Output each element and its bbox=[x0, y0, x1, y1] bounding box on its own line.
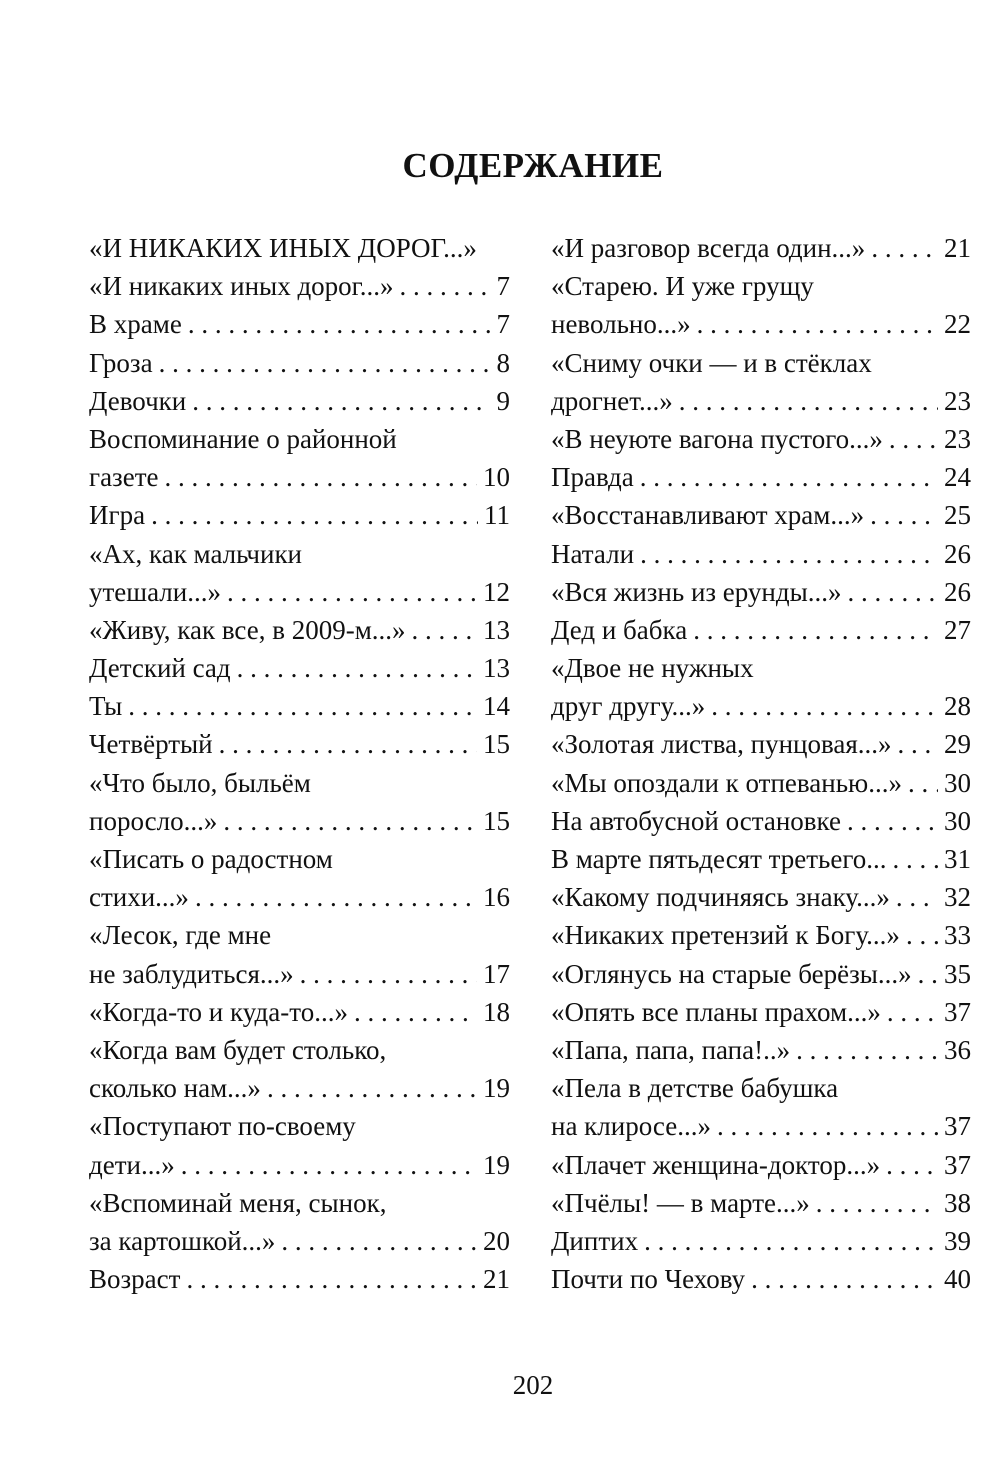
toc-entry bbox=[89, 229, 510, 267]
toc-entry bbox=[551, 687, 971, 725]
toc-entry bbox=[551, 344, 971, 382]
toc-leader-dots bbox=[890, 878, 938, 916]
toc-entry-title: «Что было, быльём bbox=[89, 767, 311, 798]
toc-entry-page: 11 bbox=[484, 500, 510, 531]
toc-leader-dots bbox=[880, 1146, 938, 1184]
toc-entry-title: Гроза bbox=[89, 347, 153, 378]
toc-entry-title: утешали...» bbox=[89, 576, 221, 607]
toc-leader-dots bbox=[294, 955, 477, 993]
toc-entry-title: «Когда вам будет столько, bbox=[89, 1034, 387, 1065]
toc-entry-page: 27 bbox=[944, 614, 971, 645]
toc-entry-title: не заблудиться...» bbox=[89, 958, 294, 989]
toc-entry bbox=[551, 1031, 971, 1069]
toc-entry-title: «Какому подчиняясь знаку...» bbox=[551, 882, 890, 913]
toc-entry bbox=[551, 1222, 971, 1260]
toc-entry-title: «Ах, как мальчики bbox=[89, 538, 303, 569]
toc-entry-page: 19 bbox=[483, 1149, 510, 1180]
toc-entry-page: 21 bbox=[944, 233, 971, 263]
toc-entry-page: 30 bbox=[944, 805, 971, 836]
toc-leader-dots bbox=[887, 840, 938, 878]
toc-leader-dots bbox=[841, 802, 938, 840]
toc-entry-title: Дед и бабка bbox=[551, 614, 688, 645]
toc-entry bbox=[551, 993, 971, 1031]
toc-entry bbox=[551, 955, 971, 993]
toc-entry bbox=[551, 305, 971, 343]
toc-entry-page: 36 bbox=[944, 1034, 971, 1065]
page-title: СОДЕРЖАНИЕ bbox=[402, 146, 664, 185]
toc-entry bbox=[551, 878, 971, 916]
toc-entry-page: 31 bbox=[944, 844, 971, 874]
toc-entry-title: Возраст bbox=[89, 1264, 181, 1295]
toc-entry-page: 20 bbox=[483, 1225, 510, 1256]
toc-entry-page: 21 bbox=[483, 1264, 510, 1295]
toc-leader-dots bbox=[221, 573, 477, 611]
toc-entry bbox=[551, 916, 971, 954]
toc-entry bbox=[551, 725, 971, 763]
toc-entry-title: «И разговор всегда один...» bbox=[551, 233, 866, 263]
toc-leader-dots bbox=[348, 993, 477, 1031]
toc-entry-page: 15 bbox=[483, 805, 510, 836]
toc-leader-dots bbox=[900, 916, 938, 954]
toc-leader-dots bbox=[275, 1222, 477, 1260]
toc-entry-title: «Опять все планы прахом...» bbox=[551, 996, 881, 1027]
toc-entry-page: 16 bbox=[483, 882, 510, 913]
toc-entry-page: 30 bbox=[944, 767, 971, 798]
toc-entry-title: «Мы опоздали к отпеванью...» bbox=[551, 767, 902, 798]
toc-entry bbox=[89, 1222, 510, 1260]
toc-leader-dots bbox=[705, 687, 938, 725]
toc-entry-title: «Папа, папа, папа!..» bbox=[551, 1034, 791, 1065]
toc-entry bbox=[551, 267, 971, 305]
toc-leader-dots bbox=[864, 496, 938, 534]
toc-entry bbox=[551, 1146, 971, 1184]
toc-entry-title: поросло...» bbox=[89, 805, 218, 836]
toc-leader-dots bbox=[217, 802, 477, 840]
toc-leader-dots bbox=[691, 305, 938, 343]
toc-entry bbox=[551, 458, 971, 496]
toc-entry-page: 9 bbox=[496, 385, 510, 416]
toc-leader-dots bbox=[711, 1107, 938, 1145]
toc-entry bbox=[89, 955, 510, 993]
toc-entry bbox=[89, 840, 510, 878]
toc-entry-page: 7 bbox=[496, 309, 510, 340]
toc-entry-title: за картошкой...» bbox=[89, 1225, 276, 1256]
toc-leader-dots bbox=[912, 955, 938, 993]
toc-entry-title: «Лесок, где мне bbox=[89, 920, 272, 951]
toc-entry bbox=[89, 611, 510, 649]
toc-entry-title: стихи...» bbox=[89, 882, 189, 913]
toc-leader-dots bbox=[180, 1260, 477, 1298]
toc-entry bbox=[89, 993, 510, 1031]
toc-entry bbox=[89, 687, 510, 725]
toc-entry bbox=[89, 496, 510, 534]
toc-entry-page: 8 bbox=[496, 347, 510, 378]
toc-leader-dots bbox=[159, 458, 478, 496]
toc-entry-page: 37 bbox=[944, 1149, 971, 1180]
toc-leader-dots bbox=[881, 993, 938, 1031]
toc-entry-title: «В неуюте вагона пустого...» bbox=[551, 423, 883, 454]
toc-entry-title: В храме bbox=[89, 309, 182, 340]
toc-right-column bbox=[551, 229, 971, 1298]
toc-entry-title: Игра bbox=[89, 500, 146, 531]
toc-entry-page: 37 bbox=[944, 1111, 971, 1142]
toc-entry-page: 35 bbox=[944, 958, 971, 989]
toc-entry-title: На автобусной остановке bbox=[551, 805, 841, 836]
toc-entry-title: Диптих bbox=[551, 1225, 639, 1256]
toc-entry bbox=[89, 458, 510, 496]
toc-entry-title: друг другу...» bbox=[551, 691, 706, 722]
toc-leader-dots bbox=[902, 764, 938, 802]
toc-entry-page: 26 bbox=[944, 538, 971, 569]
toc-leader-dots bbox=[883, 420, 938, 458]
toc-entry-page: 13 bbox=[483, 614, 510, 645]
toc-leader-dots bbox=[842, 573, 938, 611]
toc-entry-page: 29 bbox=[944, 729, 971, 760]
toc-entry bbox=[89, 382, 510, 420]
toc-leader-dots bbox=[186, 382, 490, 420]
toc-entry bbox=[551, 840, 971, 878]
toc-entry-page: 39 bbox=[944, 1225, 971, 1256]
toc-entry bbox=[551, 1069, 971, 1107]
toc-leader-dots bbox=[145, 496, 478, 534]
toc-entry-page: 7 bbox=[496, 271, 510, 302]
toc-entry-title: Натали bbox=[551, 538, 635, 569]
toc-entry-title: Ты bbox=[89, 691, 123, 722]
toc-entry-title: сколько нам...» bbox=[89, 1073, 261, 1104]
toc-entry-page: 32 bbox=[944, 882, 971, 913]
toc-entry bbox=[89, 1031, 510, 1069]
toc-entry-title: Правда bbox=[551, 462, 634, 493]
toc-leader-dots bbox=[673, 382, 938, 420]
toc-leader-dots bbox=[810, 1184, 938, 1222]
toc-entry bbox=[551, 764, 971, 802]
toc-entry-page: 23 bbox=[944, 385, 971, 416]
toc-entry-title: дрогнет...» bbox=[551, 385, 673, 416]
toc-entry-title: невольно...» bbox=[551, 309, 691, 340]
toc-leader-dots bbox=[892, 725, 938, 763]
toc-entry bbox=[89, 305, 510, 343]
page-number: 202 bbox=[512, 1370, 554, 1400]
toc-entry bbox=[89, 649, 510, 687]
toc-entry-page: 37 bbox=[944, 996, 971, 1027]
toc-entry-title: «Никаких претензий к Богу...» bbox=[551, 920, 900, 951]
toc-entry-title: «Живу, как все, в 2009-м...» bbox=[89, 614, 406, 645]
toc-entry-page: 25 bbox=[944, 500, 971, 531]
toc-entry-title: «Поступают по-своему bbox=[89, 1111, 356, 1142]
toc-leader-dots bbox=[175, 1146, 477, 1184]
toc-leader-dots bbox=[393, 267, 490, 305]
toc-entry-title: «Сниму очки — и в стёклах bbox=[551, 347, 872, 378]
toc-leader-dots bbox=[261, 1069, 477, 1107]
toc-entry-title: «Золотая листва, пунцовая...» bbox=[551, 729, 892, 760]
toc-entry-title: «Старею. И уже грущу bbox=[551, 271, 814, 302]
toc-entry bbox=[89, 420, 510, 458]
toc-entry-page: 17 bbox=[483, 958, 510, 989]
toc-entry bbox=[551, 1260, 971, 1298]
toc-entry bbox=[89, 1107, 510, 1145]
toc-entry-page: 22 bbox=[944, 309, 971, 340]
toc-leader-dots bbox=[638, 1222, 938, 1260]
toc-entry-title: на клиросе...» bbox=[551, 1111, 711, 1142]
toc-entry-title: газете bbox=[89, 462, 159, 493]
toc-entry-page: 13 bbox=[483, 653, 510, 684]
toc-entry-title: «Оглянусь на старые берёзы...» bbox=[551, 958, 912, 989]
toc-leader-dots bbox=[153, 344, 491, 382]
toc-entry-page: 18 bbox=[483, 996, 510, 1027]
toc-entry bbox=[551, 229, 971, 267]
toc-entry bbox=[89, 725, 510, 763]
toc-entry bbox=[89, 267, 510, 305]
toc-entry-title: «Когда-то и куда-то...» bbox=[89, 996, 348, 1027]
toc-entry bbox=[89, 802, 510, 840]
toc-entry bbox=[89, 1146, 510, 1184]
toc-entry bbox=[89, 1184, 510, 1222]
toc-entry-title: «Двое не нужных bbox=[551, 653, 754, 684]
toc-leader-dots bbox=[745, 1260, 938, 1298]
toc-leader-dots bbox=[406, 611, 477, 649]
toc-leader-dots bbox=[865, 229, 938, 267]
toc-entry-page: 24 bbox=[944, 462, 971, 493]
toc-entry-page: 14 bbox=[483, 691, 510, 722]
toc-entry-title: «Вспоминай меня, сынок, bbox=[89, 1187, 387, 1218]
toc-entry bbox=[551, 496, 971, 534]
toc-leader-dots bbox=[122, 687, 477, 725]
toc-entry bbox=[551, 573, 971, 611]
toc-entry bbox=[551, 382, 971, 420]
toc-entry-title: «И НИКАКИХ ИНЫХ ДОРОГ...» bbox=[89, 233, 477, 263]
toc-entry bbox=[89, 916, 510, 954]
toc-entry-title: «И никаких иных дорог...» bbox=[89, 271, 394, 302]
toc-entry-title: «Пчёлы! — в марте...» bbox=[551, 1187, 810, 1218]
toc-entry-title: Девочки bbox=[89, 385, 187, 416]
toc-entry-title: «Пела в детстве бабушка bbox=[551, 1073, 839, 1104]
toc-entry-page: 28 bbox=[944, 691, 971, 722]
toc-leader-dots bbox=[231, 649, 477, 687]
toc-entry-page: 15 bbox=[483, 729, 510, 760]
toc-entry-title: Детский сад bbox=[89, 653, 231, 684]
toc-entry-title: Воспоминание о районной bbox=[89, 423, 397, 454]
toc-entry bbox=[551, 1184, 971, 1222]
toc-entry-title: «Вся жизнь из ерунды...» bbox=[551, 576, 842, 607]
toc-entry-title: дети...» bbox=[89, 1149, 175, 1180]
toc-entry bbox=[551, 611, 971, 649]
toc-entry bbox=[551, 535, 971, 573]
toc-entry bbox=[551, 1107, 971, 1145]
toc-leader-dots bbox=[189, 878, 477, 916]
toc-left-column bbox=[89, 229, 510, 1298]
toc-entry-page: 10 bbox=[483, 462, 510, 493]
toc-entry bbox=[89, 344, 510, 382]
toc-entry bbox=[551, 420, 971, 458]
toc-entry bbox=[89, 535, 510, 573]
toc-entry-title: В марте пятьдесят третьего... bbox=[551, 844, 887, 874]
toc-entry bbox=[89, 878, 510, 916]
toc-leader-dots bbox=[790, 1031, 938, 1069]
toc-entry-title: «Писать о радостном bbox=[89, 844, 333, 874]
toc-entry-page: 19 bbox=[483, 1073, 510, 1104]
toc-leader-dots bbox=[687, 611, 938, 649]
toc-entry bbox=[89, 764, 510, 802]
toc-entry-page: 33 bbox=[944, 920, 971, 951]
toc-entry-title: «Плачет женщина-доктор...» bbox=[551, 1149, 881, 1180]
toc-entry-title: Четвёртый bbox=[89, 729, 213, 760]
toc-entry-page: 26 bbox=[944, 576, 971, 607]
toc-leader-dots bbox=[634, 458, 938, 496]
toc-entry-title: Почти по Чехову bbox=[551, 1264, 746, 1295]
toc-entry-title: «Восстанавливают храм...» bbox=[551, 500, 865, 531]
toc-entry bbox=[89, 1260, 510, 1298]
toc-leader-dots bbox=[182, 305, 491, 343]
toc-entry-page: 38 bbox=[944, 1187, 971, 1218]
toc-entry-page: 23 bbox=[944, 423, 971, 454]
toc-entry bbox=[551, 649, 971, 687]
toc-entry bbox=[551, 802, 971, 840]
toc-entry-page: 40 bbox=[944, 1264, 971, 1295]
toc-entry bbox=[89, 1069, 510, 1107]
toc-entry bbox=[89, 573, 510, 611]
toc-leader-dots bbox=[213, 725, 477, 763]
toc-leader-dots bbox=[634, 535, 938, 573]
toc-entry-page: 12 bbox=[483, 576, 510, 607]
